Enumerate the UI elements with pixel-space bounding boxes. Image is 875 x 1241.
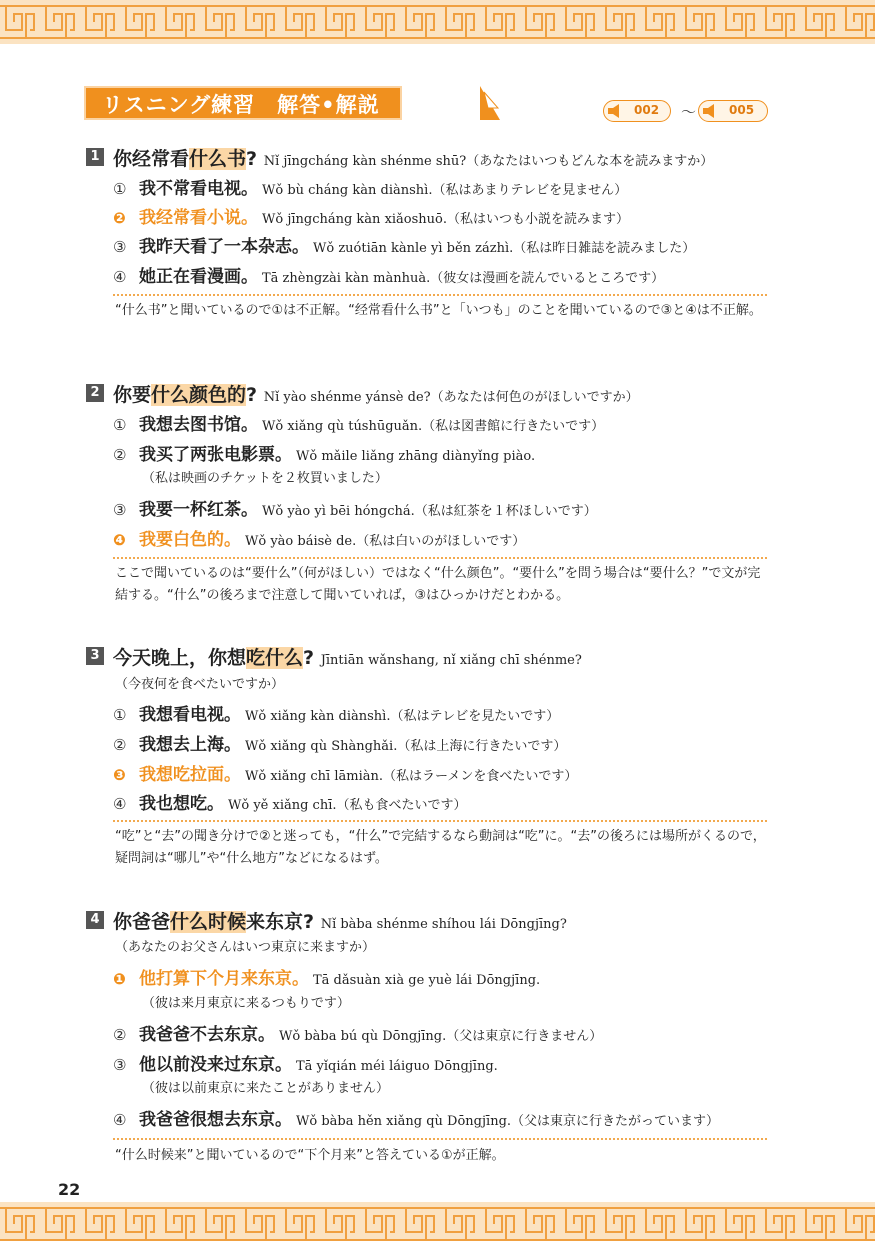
answer-option-correct [113,525,525,550]
option-mark: ① [113,180,127,198]
section-header [84,86,418,122]
option-mark: ❸ [113,766,126,784]
option-mark: ❷ [113,209,126,227]
option-chinese: 我想看电视。 [139,705,241,725]
option-chinese: 我经常看小说。 [139,208,258,228]
audio-track-label: 005 [729,103,755,117]
option-translation: Wǒ xiǎng chī lāmiàn.（私はラーメンを食べたいです） [245,769,578,784]
question-text: 今天晚上，你想 [113,647,247,669]
explanation-note: “吃”と“去”の聞き分けで②と迷っても，“什么”で完結するなら動詞は“吃”に。“去”の後ろには場所がくるので，疑問詞は“哪儿”や“什么地方”などになるはず。 [115,829,766,866]
dotted-divider [113,294,767,296]
page-number: 22 [58,1180,81,1199]
option-mark: ④ [113,795,127,813]
dotted-divider [113,820,767,822]
audio-track-label: 002 [634,103,660,117]
option-translation: Wǒ bàba bú qù Dōngjīng.（父は東京に行きません） [279,1029,603,1044]
question-text-end: 来东京? [246,911,315,933]
answer-option [113,440,535,465]
question-chinese [113,380,639,407]
option-chinese: 我不常看电视。 [139,179,258,199]
question-pinyin: Nǐ bàba shénme shíhou lái Dōngjīng? [320,917,567,932]
option-chinese: 她正在看漫画。 [139,267,258,287]
option-translation: Wǒ yào báisè de.（私は白いのがほしいです） [245,534,526,549]
question-text: 你要 [113,384,152,406]
option-translation: Wǒ bù cháng kàn diànshì.（私はあまりテレビを見ません） [262,183,628,198]
option-chinese: 我想去上海。 [139,735,241,755]
audio-track-005[interactable] [698,100,768,122]
option-chinese: 我爸爸不去东京。 [139,1025,275,1045]
answer-option [113,730,566,755]
top-lattice-border [0,0,875,44]
answer-option-correct [113,964,540,989]
option-translation: Tā yǐqián méi láiguo Dōngjīng. [296,1059,498,1074]
option-translation: Wǒ yě xiǎng chī.（私も食べたいです） [228,798,467,813]
option-translation: Tā dǎsuàn xià ge yuè lái Dōngjīng. [313,973,541,988]
answer-option [113,262,664,287]
explanation-note: “什么书”と聞いているので①は不正解。“经常看什么书”と「いつも」のことを聞いているので③と④は不正解。 [115,303,762,318]
question-number: 1 [86,148,104,166]
option-mark: ② [113,736,127,754]
page-fold-icon [480,86,504,122]
question-keyword: 吃什么 [246,647,304,669]
speaker-icon [608,104,630,118]
option-chinese: 我也想吃。 [139,794,224,814]
option-translation-sub: （彼は以前東京に来たことがありません） [142,1081,390,1096]
answer-option [113,1105,719,1130]
option-chinese: 我想吃拉面。 [139,765,241,785]
answer-option [113,789,467,814]
bottom-lattice-border [0,1202,875,1241]
lattice-pattern [0,1202,875,1241]
question-chinese [113,907,567,934]
option-translation: Wǒ bàba hěn xiǎng qù Dōngjīng.（父は東京に行きたがっています） [296,1114,720,1129]
option-translation: Wǒ xiǎng qù Shànghǎi.（私は上海に行きたいです） [245,739,567,754]
question-number: 4 [86,911,104,929]
question-keyword: 什么颜色的 [151,384,247,406]
option-translation: Wǒ jīngcháng kàn xiǎoshuō.（私はいつも小説を読みます） [262,212,630,227]
page-title: リスニング練習 解答•解説 [102,93,380,117]
question-keyword: 什么书 [189,148,247,170]
option-chinese: 我昨天看了一本杂志。 [139,237,309,257]
option-chinese: 他打算下个月来东京。 [139,969,309,989]
question-number: 2 [86,384,104,402]
option-chinese: 我要一杯红茶。 [139,500,258,520]
option-mark: ❹ [113,531,126,549]
range-tilde: 〜 [681,103,697,121]
option-mark: ❶ [113,970,126,988]
option-chinese: 我要白色的。 [139,530,241,550]
option-mark: ③ [113,501,127,519]
option-chinese: 他以前没来过东京。 [139,1055,292,1075]
dotted-divider [113,557,767,559]
question-text-end: ? [303,647,315,669]
option-translation: Wǒ zuótiān kànle yì běn zázhì.（私は昨日雑誌を読みました） [313,241,696,256]
question-pinyin: Nǐ jīngcháng kàn shénme shū?（あなたはいつもどんな本を読みますか） [263,154,714,169]
option-translation-sub: （私は映画のチケットを２枚買いました） [142,471,388,486]
option-mark: ① [113,416,127,434]
answer-option [113,1050,498,1075]
option-mark: ④ [113,268,127,286]
option-translation: Wǒ yào yì bēi hóngchá.（私は紅茶を１杯ほしいです） [262,504,597,519]
option-chinese: 我想去图书馆。 [139,415,258,435]
answer-option [113,410,604,435]
answer-option [113,174,627,199]
option-mark: ④ [113,1111,127,1129]
option-translation: Wǒ mǎile liǎng zhāng diànyǐng piào. [296,449,536,464]
option-translation: Wǒ xiǎng qù túshūguǎn.（私は図書館に行きたいです） [262,419,605,434]
answer-option [113,700,559,725]
lattice-pattern [0,0,875,44]
answer-option [113,495,597,520]
answer-option-correct [113,760,577,785]
option-translation: Wǒ xiǎng kàn diànshì.（私はテレビを見たいです） [245,709,560,724]
dotted-divider [113,1138,767,1140]
question-chinese [113,643,582,670]
option-translation: Tā zhèngzài kàn mànhuà.（彼女は漫画を読んでいるところです） [262,271,665,286]
audio-track-002[interactable] [603,100,671,122]
explanation-note: ここで聞いているのは“要什么”（何がほしい）ではなく“什么颜色”。“要什么”を問う場合は“要什么？”で文が完結する。“什么”の後ろまで注意して聞いていれば，③はひっかけだとわかる。 [115,566,761,603]
option-mark: ② [113,1026,127,1044]
question-text-end: ? [246,384,258,406]
option-mark: ② [113,446,127,464]
option-chinese: 我爸爸很想去东京。 [139,1110,292,1130]
answer-option-correct [113,203,629,228]
question-keyword: 什么时候 [170,911,247,933]
question-chinese [113,144,713,171]
question-text: 你爸爸 [113,911,171,933]
explanation-note: “什么时候来”と聞いているので“下个月来”と答えている①が正解。 [115,1148,505,1163]
question-number: 3 [86,647,104,665]
question-pinyin: Jīntiān wǎnshang, nǐ xiǎng chī shénme? [320,653,582,668]
option-mark: ③ [113,1056,127,1074]
question-translation: （あなたのお父さんはいつ東京に来ますか） [115,940,376,955]
speaker-icon [703,104,725,118]
option-chinese: 我买了两张电影票。 [139,445,292,465]
question-translation: （今夜何を食べたいですか） [115,677,285,692]
answer-option [113,1020,602,1045]
option-mark: ③ [113,238,127,256]
option-translation-sub: （彼は来月東京に来るつもりです） [142,996,350,1011]
option-mark: ① [113,706,127,724]
question-text: 你经常看 [113,148,190,170]
question-text-end: ? [246,148,258,170]
question-pinyin: Nǐ yào shénme yánsè de?（あなたは何色のがほしいですか） [263,390,639,405]
answer-option [113,232,695,257]
